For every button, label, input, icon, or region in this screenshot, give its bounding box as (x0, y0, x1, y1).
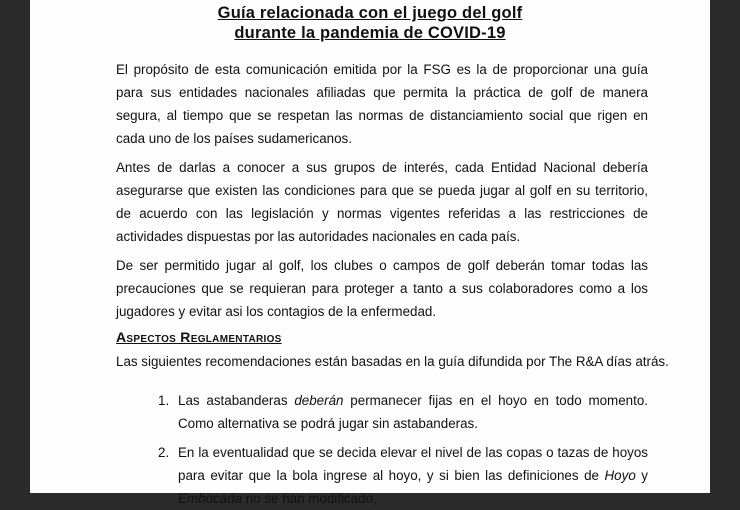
list-item-number: 2. (158, 445, 170, 460)
section-heading: Aspectos Reglamentarios (116, 329, 282, 345)
list-item-text-segment: y (635, 468, 648, 483)
list-item-number: 1. (158, 393, 170, 408)
paragraph-purpose: El propósito de esta comunicación emitida por la FSG es la de proporcionar una guía para sus entidades nacionales afiliadas que permita la práctica de golf de manera segura, al tiempo que se respetan las normas de distanciamiento social que rigen en cada uno de los países sudamericanos. (116, 62, 648, 146)
document-page (30, 0, 710, 506)
list-item-text-italic: deberán (294, 393, 344, 408)
paragraph-national-entity: Antes de darlas a conocer a sus grupos de interés, cada Entidad Nacional debería asegurarse que existen las condiciones para que se pueda jugar al golf en su territorio, de acuerdo con las legislación y normas vigentes referidas a las restricciones de actividades dispuestas por las autoridades nacionales en cada país. (116, 160, 648, 244)
list-item-text (178, 441, 648, 510)
list-item-text-segment: Las astabanderas (178, 393, 295, 408)
list-item-text-italic: Hoyo (604, 468, 636, 483)
list-item-text-italic: Embocada (178, 491, 243, 506)
paragraph-clubs-precautions: De ser permitido jugar al golf, los clubes o campos de golf deberán tomar todas las precauciones que se requieran para proteger a tanto a sus colaboradores como a los jugadores y evitar asi los contagios de la enfermedad. (116, 258, 648, 319)
section-intro: Las siguientes recomendaciones están basadas en la guía difundida por The R&A días atrás. (116, 354, 669, 369)
list-item-text-segment: permanecer fijas en el hoyo en todo momento. Como alternativa se podrá jugar sin astabanderas. (178, 393, 648, 431)
list-item-text-segment: no se han modificado, (242, 491, 377, 506)
list-item-text-segment: En la eventualidad que se decida elevar el nivel de las copas o tazas de hoyos para evitar que la bola ingrese al hoyo, y si bien las definiciones de (178, 445, 648, 483)
list-item-text (178, 389, 648, 435)
document-title-line-1: Guía relacionada con el juego del golf (217, 4, 523, 22)
document-title-line-2: durante la pandemia de COVID-19 (234, 24, 506, 42)
